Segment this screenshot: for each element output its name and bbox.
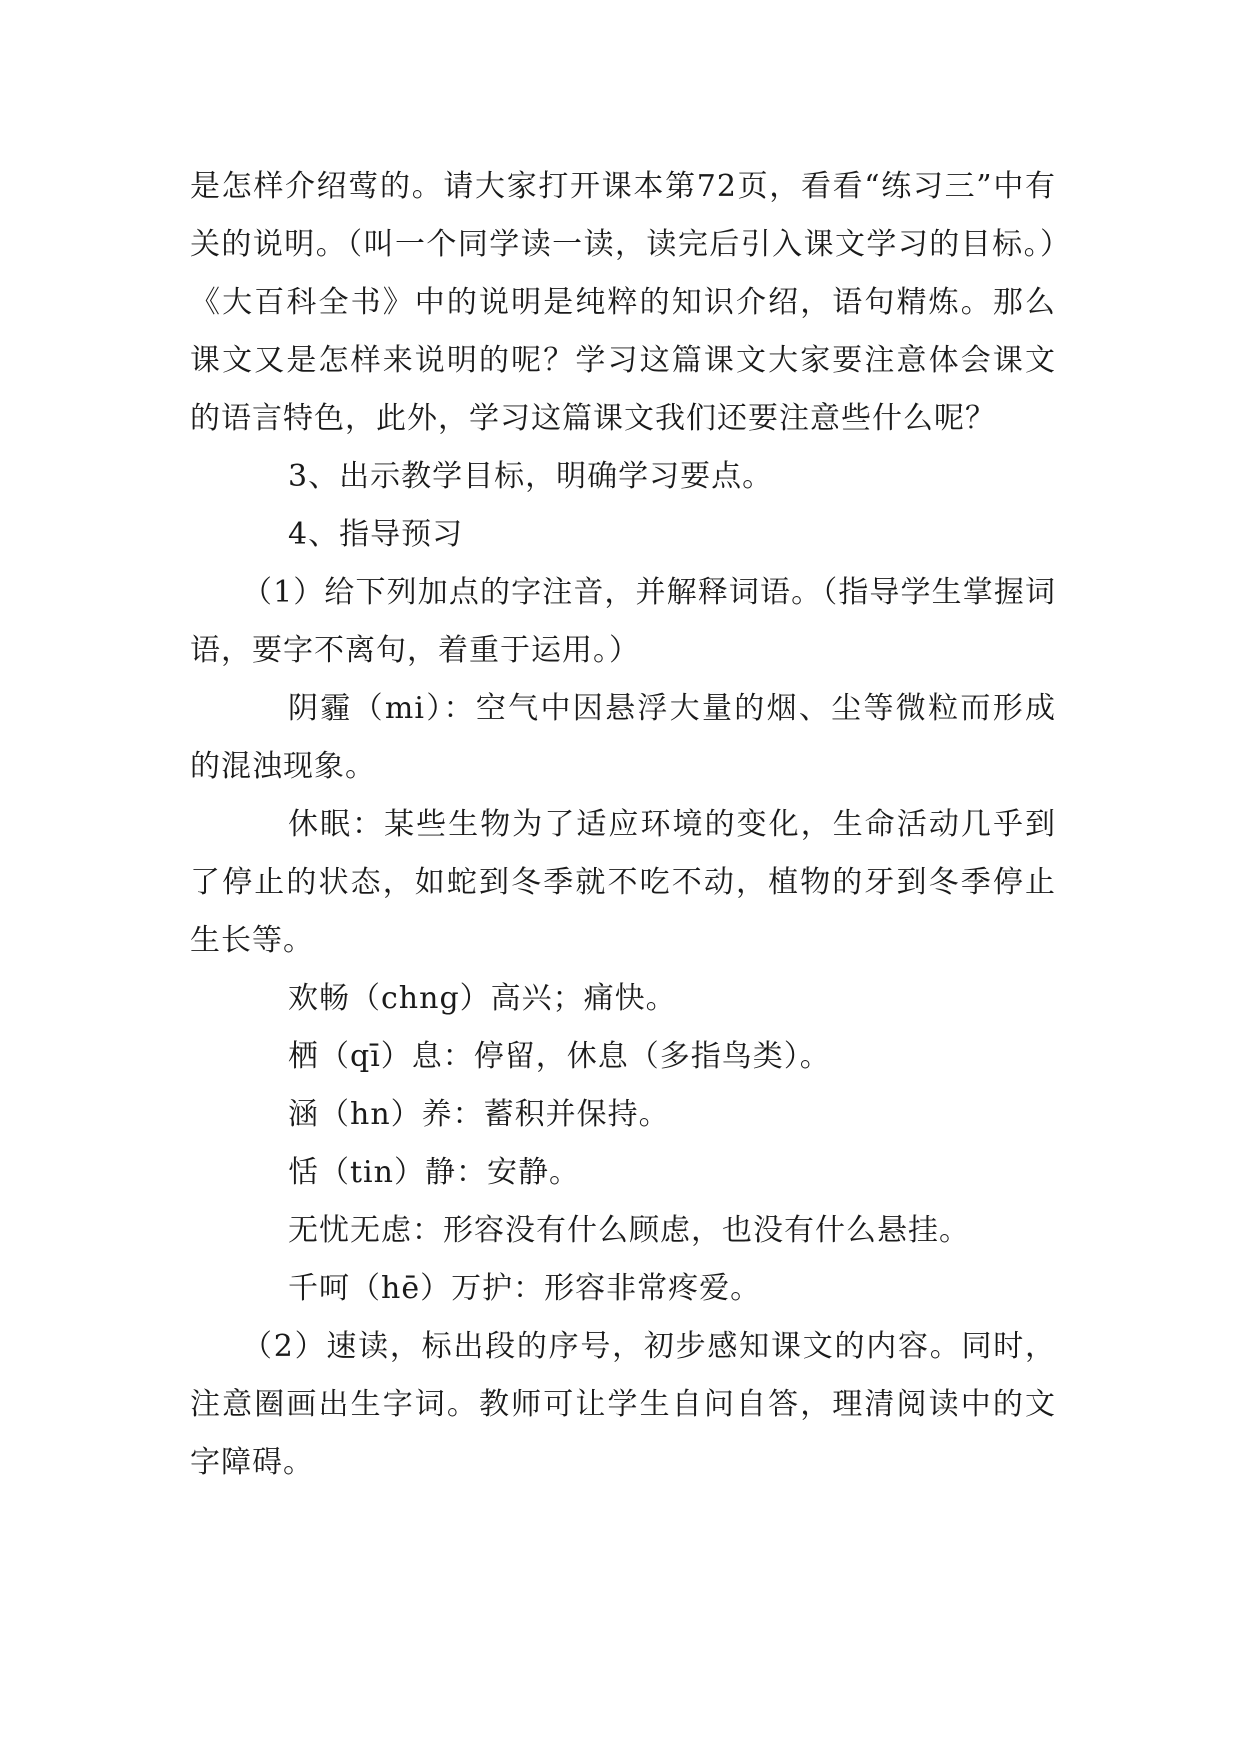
vocab-entry-qianhewanhu: 千呵（hē）万护：形容非常疼爱。 — [288, 1271, 762, 1306]
vocab-entry-qixi: 栖（qī）息：停留，休息（多指鸟类）。 — [288, 1039, 831, 1074]
paragraph-step-4: 4、指导预习 — [288, 517, 464, 552]
document-body — [190, 158, 1056, 1492]
vocab-entry-yinmai: 阴霾（mi）：空气中因悬浮大量的烟、尘等微粒而形成的混浊现象。 — [190, 691, 1056, 784]
paragraph-step-3: 3、出示教学目标，明确学习要点。 — [288, 459, 774, 494]
vocab-entry-xiumian: 休眠：某些生物为了适应环境的变化，生命活动几乎到了停止的状态，如蛇到冬季就不吃不动，植物的牙到冬季停止生长等。 — [190, 807, 1056, 958]
vocab-entry-tianjing: 恬（tin）静：安静。 — [288, 1155, 580, 1190]
paragraph-subtask-2: （2）速读，标出段的序号，初步感知课文的内容。同时，注意圈画出生字词。教师可让学生自问自答，理清阅读中的文字障碍。 — [190, 1329, 1056, 1480]
vocab-entry-hanyang: 涵（hn）养：蓄积并保持。 — [288, 1097, 670, 1132]
vocab-entry-huanchang: 欢畅（chng）高兴；痛快。 — [288, 981, 677, 1016]
vocab-entry-wuyouwulv: 无忧无虑：形容没有什么顾虑，也没有什么悬挂。 — [288, 1213, 970, 1248]
paragraph-subtask-1: （1）给下列加点的字注音，并解释词语。（指导学生掌握词语，要字不离句，着重于运用。） — [190, 575, 1056, 668]
paragraph-intro: 是怎样介绍莺的。请大家打开课本第72页，看看“练习三”中有关的说明。（叫一个同学读一读，读完后引入课文学习的目标。）《大百科全书》中的说明是纯粹的知识介绍，语句精炼。那么课文又是怎样来说明的呢？学习这篇课文大家要注意体会课文的语言特色，此外，学习这篇课文我们还要注意些什么呢？ — [190, 169, 1056, 436]
